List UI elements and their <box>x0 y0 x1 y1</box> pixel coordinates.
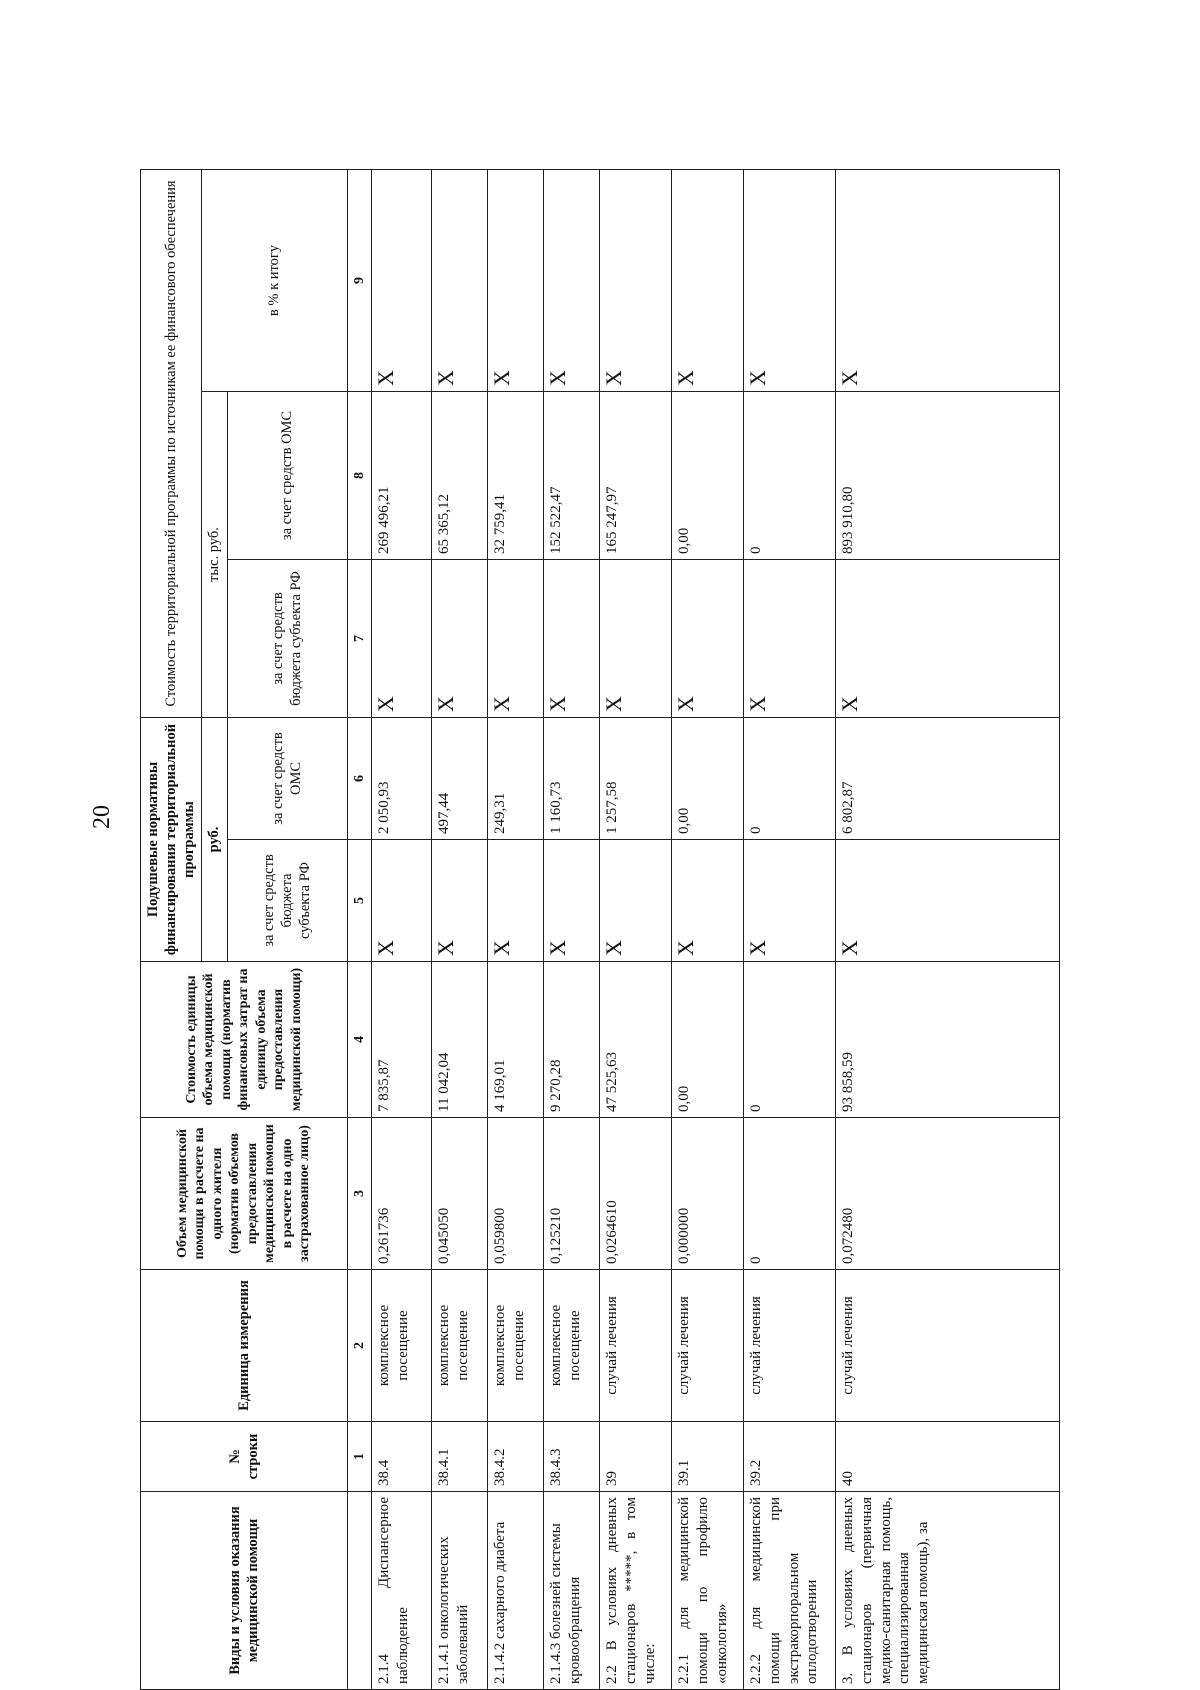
header-cost-total: Стоимость территориальной программы по источникам ее финансового обеспечения <box>141 170 202 718</box>
row-c9: X <box>836 170 1060 392</box>
row-unit-cost: 9 270,28 <box>544 962 600 1118</box>
row-c6: 1 257,58 <box>600 718 672 840</box>
header-unit-cost: Стоимость единицы объема медицинской помощи (норматив финансовых затрат на единицу объема предоставления медицинской помощи) <box>141 962 348 1118</box>
col-num: 7 <box>347 560 372 718</box>
row-volume: 0 <box>744 1118 836 1270</box>
row-unit-cost: 4 169,01 <box>488 962 544 1118</box>
row-c9: X <box>544 170 600 392</box>
row-c8: 893 910,80 <box>836 392 1060 560</box>
row-volume: 0,261736 <box>372 1118 432 1270</box>
row-c7: X <box>600 560 672 718</box>
row-unit: комплексное посещение <box>372 1270 432 1422</box>
row-c8: 0 <box>744 392 836 560</box>
row-c9: X <box>432 170 488 392</box>
row-unit-cost: 7 835,87 <box>372 962 432 1118</box>
row-volume: 0,059800 <box>488 1118 544 1270</box>
table-row <box>744 170 836 1690</box>
header-oms-8: за счет средств ОМС <box>227 392 347 560</box>
col-num: 5 <box>347 840 372 962</box>
row-name: 2.2.1 для медицинской помощи по профилю «онкология» <box>672 1492 744 1690</box>
row-volume: 0,072480 <box>836 1118 1060 1270</box>
row-c7: X <box>672 560 744 718</box>
header-oms-6: за счет средств ОМС <box>227 718 347 840</box>
row-c6: 0,00 <box>672 718 744 840</box>
header-per-capita: Подушевые нормативы финансирования территориальной программы <box>141 718 202 962</box>
row-unit-cost: 0,00 <box>672 962 744 1118</box>
row-unit: комплексное посещение <box>432 1270 488 1422</box>
row-c6: 249,31 <box>488 718 544 840</box>
header-kinds: Виды и условия оказания медицинской помощи <box>141 1492 348 1690</box>
row-c5: X <box>488 840 544 962</box>
row-unit: случай лечения <box>600 1270 672 1422</box>
row-c6: 2 050,93 <box>372 718 432 840</box>
col-num: 1 <box>347 1422 372 1492</box>
row-c8: 269 496,21 <box>372 392 432 560</box>
row-c6: 0 <box>744 718 836 840</box>
table-row <box>372 170 432 1690</box>
table-row <box>544 170 600 1690</box>
col-num <box>347 1492 372 1690</box>
header-volume: Объем медицинской помощи в расчете на одного жителя (норматив объемов предоставления медицинской помощи в расчете на одно застрахованное лицо) <box>141 1118 348 1270</box>
row-c5: X <box>432 840 488 962</box>
row-c8: 0,00 <box>672 392 744 560</box>
row-c9: X <box>372 170 432 392</box>
row-c8: 165 247,97 <box>600 392 672 560</box>
row-unit: комплексное посещение <box>544 1270 600 1422</box>
row-c9: X <box>600 170 672 392</box>
row-c9: X <box>744 170 836 392</box>
row-name: 2.2 В условиях дневных стационаров *****, в том числе: <box>600 1492 672 1690</box>
row-volume: 0,125210 <box>544 1118 600 1270</box>
row-volume: 0,045050 <box>432 1118 488 1270</box>
col-num: 8 <box>347 392 372 560</box>
row-line: 38.4.2 <box>488 1422 544 1492</box>
row-c6: 497,44 <box>432 718 488 840</box>
header-thous-rub: тыс. руб. <box>202 392 227 718</box>
col-num: 3 <box>347 1118 372 1270</box>
row-c5: X <box>372 840 432 962</box>
row-line: 39.2 <box>744 1422 836 1492</box>
table-row <box>836 170 1060 1690</box>
table-row <box>672 170 744 1690</box>
row-name: 3. В условиях дневных стационаров (первичная медико-санитарная помощь, специализированная медицинская помощь), за <box>836 1492 1060 1690</box>
table-row <box>432 170 488 1690</box>
row-c7: X <box>488 560 544 718</box>
row-c5: X <box>544 840 600 962</box>
header-budget-rf-7: за счет средств бюджета субъекта РФ <box>227 560 347 718</box>
table-row <box>600 170 672 1690</box>
col-num: 6 <box>347 718 372 840</box>
column-numbers-row <box>347 170 372 1690</box>
row-unit: случай лечения <box>836 1270 1060 1422</box>
header-unit: Единица измерения <box>141 1270 348 1422</box>
row-line: 38.4 <box>372 1422 432 1492</box>
row-c5: X <box>600 840 672 962</box>
row-c5: X <box>836 840 1060 962</box>
row-c8: 32 759,41 <box>488 392 544 560</box>
row-c9: X <box>488 170 544 392</box>
row-c7: X <box>432 560 488 718</box>
row-c5: X <box>744 840 836 962</box>
rotated-table-container <box>140 170 1060 1690</box>
row-name: 2.1.4.3 болезней системы кровообращения <box>544 1492 600 1690</box>
row-c7: X <box>836 560 1060 718</box>
row-c8: 152 522,47 <box>544 392 600 560</box>
row-c6: 6 802,87 <box>836 718 1060 840</box>
row-name: 2.1.4.1 онкологических заболеваний <box>432 1492 488 1690</box>
row-unit-cost: 0 <box>744 962 836 1118</box>
row-line: 39.1 <box>672 1422 744 1492</box>
header-rub: руб. <box>202 718 227 962</box>
row-c7: X <box>372 560 432 718</box>
row-unit: случай лечения <box>672 1270 744 1422</box>
col-num: 2 <box>347 1270 372 1422</box>
row-volume: 0,000000 <box>672 1118 744 1270</box>
header-line-no: № строки <box>141 1422 348 1492</box>
header-percent: в % к итогу <box>202 170 347 392</box>
table-row <box>488 170 544 1690</box>
row-line: 40 <box>836 1422 1060 1492</box>
page-number: 20 <box>89 805 115 829</box>
row-unit-cost: 93 858,59 <box>836 962 1060 1118</box>
row-name: 2.2.2 для медицинской помощи при экстракорпоральном оплодотворении <box>744 1492 836 1690</box>
col-num: 4 <box>347 962 372 1118</box>
row-c9: X <box>672 170 744 392</box>
row-unit: случай лечения <box>744 1270 836 1422</box>
row-name: 2.1.4.2 сахарного диабета <box>488 1492 544 1690</box>
row-volume: 0,0264610 <box>600 1118 672 1270</box>
row-c5: X <box>672 840 744 962</box>
row-c6: 1 160,73 <box>544 718 600 840</box>
row-line: 38.4.1 <box>432 1422 488 1492</box>
header-budget-rf-5: за счет средств бюджета субъекта РФ <box>227 840 347 962</box>
row-line: 39 <box>600 1422 672 1492</box>
row-name: 2.1.4 Диспансерное наблюдение <box>372 1492 432 1690</box>
row-c7: X <box>744 560 836 718</box>
row-unit-cost: 11 042,04 <box>432 962 488 1118</box>
col-num: 9 <box>347 170 372 392</box>
row-unit: комплексное посещение <box>488 1270 544 1422</box>
medical-care-cost-table <box>140 169 1060 1690</box>
row-line: 38.4.3 <box>544 1422 600 1492</box>
row-c8: 65 365,12 <box>432 392 488 560</box>
row-unit-cost: 47 525,63 <box>600 962 672 1118</box>
row-c7: X <box>544 560 600 718</box>
